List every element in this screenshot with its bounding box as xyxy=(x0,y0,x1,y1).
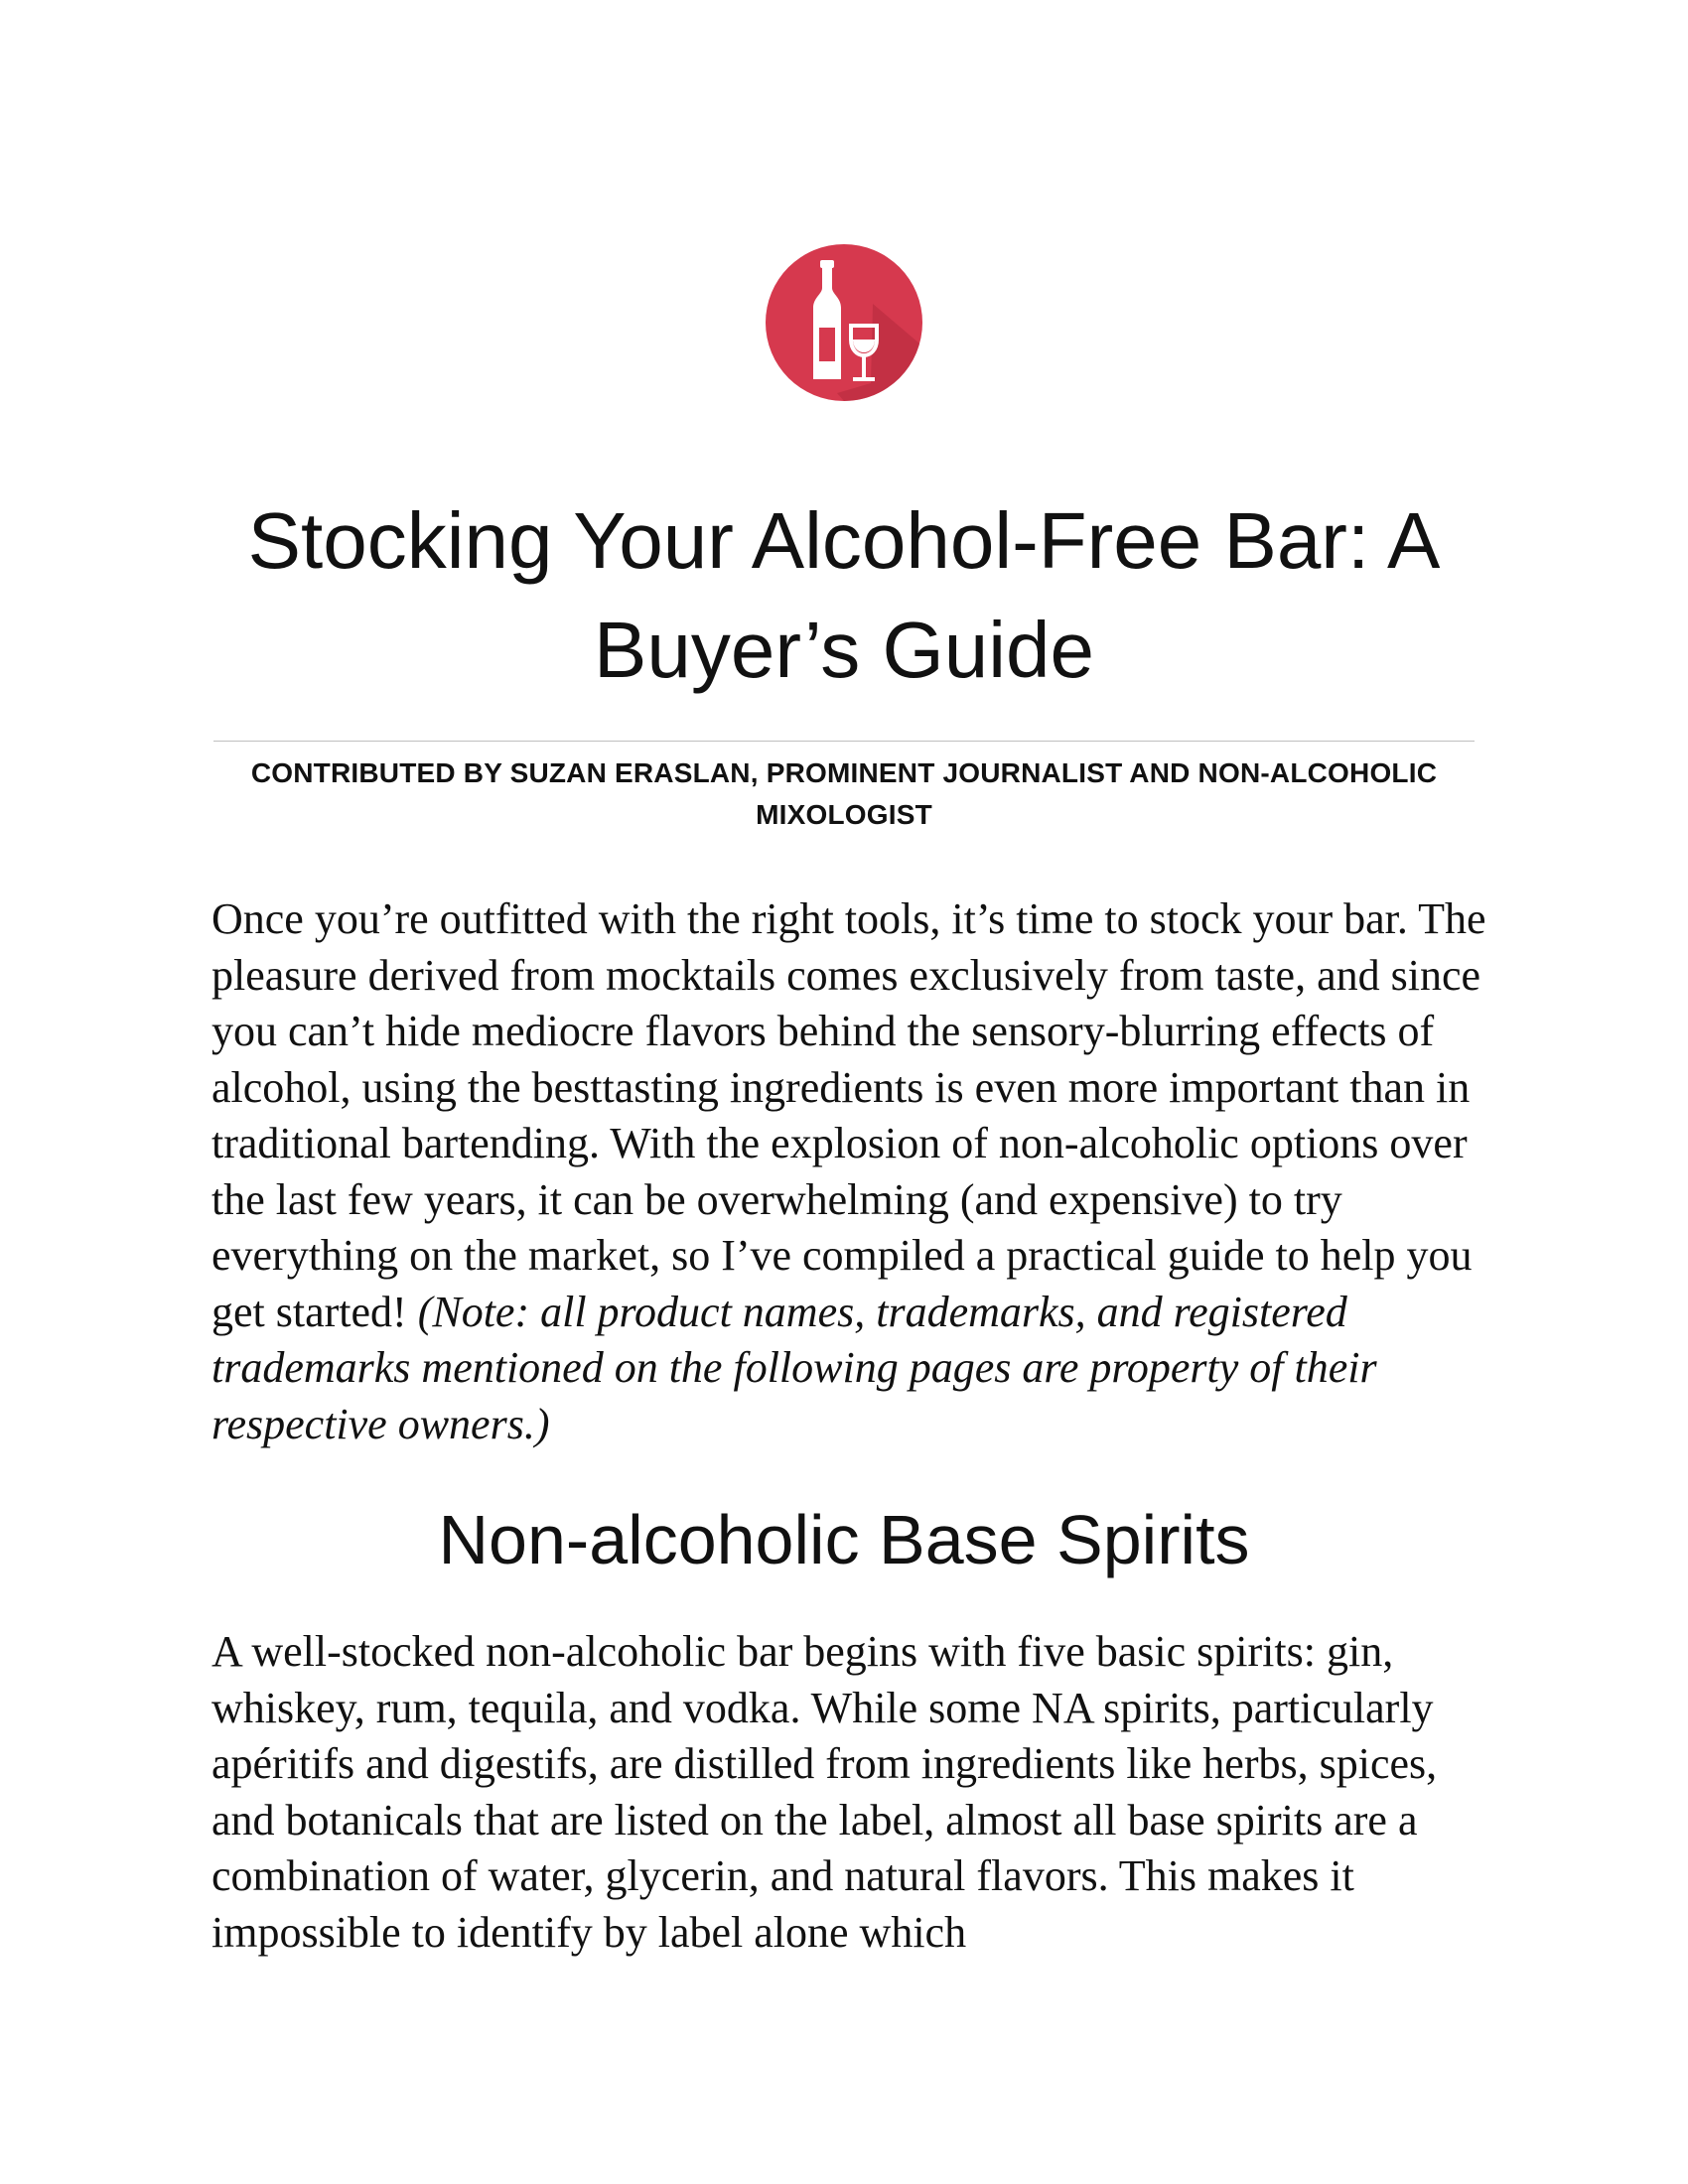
intro-text: Once you’re outfitted with the right tools, it’s time to stock your bar. The pleasure derived from mocktails comes exclusively from taste, and since you can’t hide mediocre flavors behind the sensory-blurring effects of alcohol, using the besttasting ingredients is even more important than in traditional bartending. With the explosion of non-alcoholic options over the last few years, it can be overwhelming (and expensive) to try everything on the market, so I’ve compiled a practical guide to help you get started! xyxy=(211,894,1486,1336)
section-paragraph: A well-stocked non-alcoholic bar begins with five basic spirits: gin, whiskey, rum, tequila, and vodka. While some NA spirits, particularly apéritifs and digestifs, are distilled from ingredients like herbs, spices, and botanicals that are listed on the label, almost all base spirits are a combination of water, glycerin, and natural flavors. This makes it impossible to identify by label alone which xyxy=(211,1627,1438,1957)
intro-paragraph xyxy=(211,891,1492,1452)
page-title: Stocking Your Alcohol-Free Bar: A Buyer’s Guide xyxy=(247,496,1441,694)
wine-bottle-glass-icon xyxy=(766,244,922,401)
title-divider xyxy=(213,741,1475,742)
author-byline: CONTRIBUTED BY SUZAN ERASLAN, PROMINENT JOURNALIST AND NON-ALCOHOLIC MIXOLOGIST xyxy=(250,757,1438,830)
logo-graphic xyxy=(766,244,922,401)
trademark-note: (Note: all product names, trademarks, and registered trademarks mentioned on the following pages are property of their respective owners.) xyxy=(211,1287,1377,1448)
section-heading: Non-alcoholic Base Spirits xyxy=(438,1501,1250,1578)
